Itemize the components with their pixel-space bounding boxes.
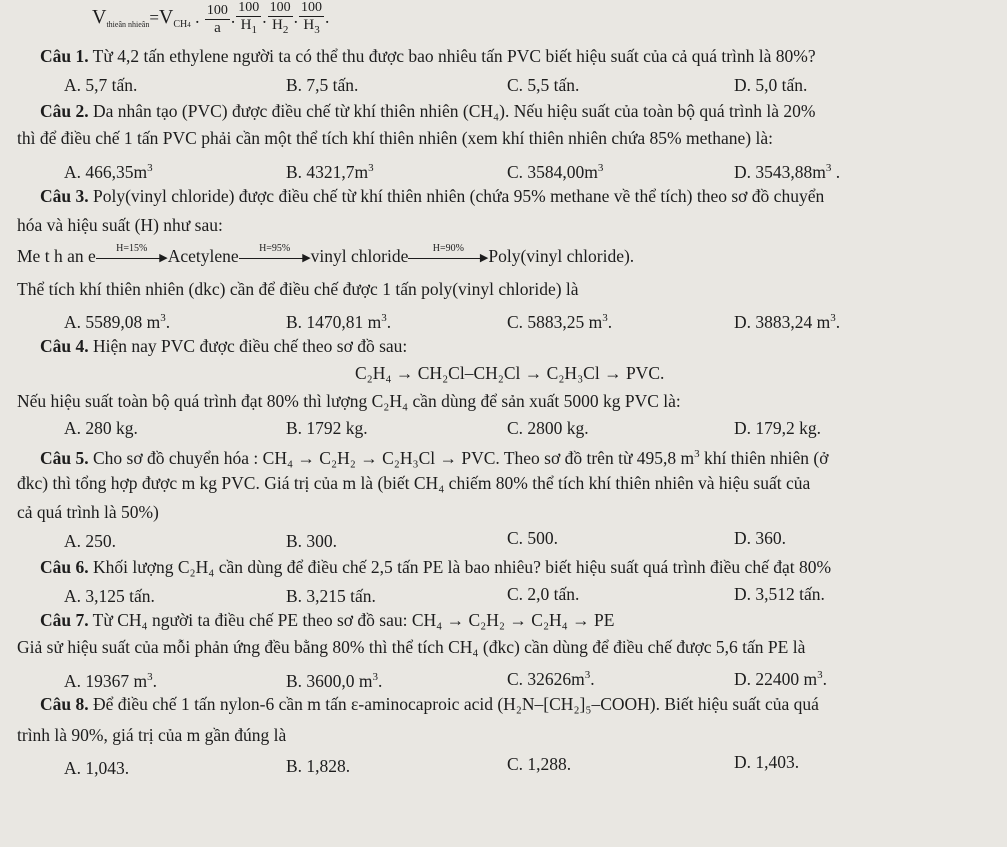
q7-a-exp: 3 (147, 671, 153, 683)
q4-option-c[interactable]: C. 2800 kg. (507, 418, 589, 438)
formula-rhs-sub-wrap (173, 19, 190, 30)
q4-stem-line1 (40, 335, 407, 357)
fraction-h3-den-wrap (299, 17, 324, 38)
q8-option-b[interactable]: B. 1,828. (286, 756, 351, 776)
fraction-h2-num: 100 (269, 0, 291, 15)
fraction-h1-den-wrap (236, 17, 261, 38)
q5-stem-line1 (40, 443, 829, 469)
q3-arrow-3 (408, 245, 488, 267)
q3-option-a[interactable] (64, 307, 170, 333)
arrow-line (408, 258, 482, 259)
q3-a-dot: . (165, 312, 171, 332)
q3-h3: H=90% (432, 243, 464, 254)
q3-c-dot: . (607, 312, 613, 332)
q5-option-c[interactable]: C. 500. (507, 528, 559, 548)
q2-option-b[interactable] (286, 157, 374, 183)
q1-option-b[interactable]: B. 7,5 tấn. (286, 75, 359, 95)
q6-label: Câu 6. (40, 557, 89, 577)
q3-arrow-2 (239, 245, 311, 267)
q2-option-d[interactable] (734, 157, 840, 183)
q2-c-text: C. 3584,00m (507, 162, 598, 182)
q3-h1: H=15% (116, 243, 148, 254)
q2-option-c[interactable] (507, 157, 603, 183)
q1-option-d[interactable]: D. 5,0 tấn. (734, 75, 808, 95)
q7-b-text: B. 3600,0 m (286, 671, 373, 691)
q2-stem-line2: thì để điều chế 1 tấn PVC phải cần một thể tích khí thiên nhiên (xem khí thiên nhiên chứa 85% methane) là: (17, 128, 773, 148)
q6-option-d[interactable]: D. 3,512 tấn. (734, 584, 825, 604)
formula-eq: = (149, 8, 159, 28)
fraction-h1 (236, 0, 261, 38)
q5-stem-line2: đkc) thì tổng hợp được m kg PVC. Giá trị của m là (biết CH₄ chiếm 80% thể tích khí thiên nhiên và hiệu suất của (17, 473, 811, 493)
q7-stem-line1 (40, 609, 614, 631)
q3-option-b[interactable] (286, 307, 391, 333)
q7-c-exp: 3 (584, 669, 591, 681)
q7-c-dot: . (590, 669, 595, 689)
q4-option-a[interactable]: A. 280 kg. (64, 418, 138, 438)
q3-d-dot: . (835, 312, 841, 332)
fraction-h3 (299, 0, 324, 38)
fraction-h1-num: 100 (238, 0, 260, 15)
arrow-line (96, 258, 162, 259)
q3-stem-line2: hóa và hiệu suất (H) như sau: (17, 215, 223, 235)
formula-dot: . (293, 7, 299, 28)
q6-option-b[interactable]: B. 3,215 tấn. (286, 586, 376, 606)
fraction-h3-num: 100 (301, 0, 323, 15)
q3-stem-line1 (40, 185, 824, 207)
q8-option-a[interactable]: A. 1,043. (64, 758, 130, 778)
q3-c-exp: 3 (602, 312, 608, 324)
q3-s2: Acetylene (167, 246, 239, 266)
q3-d-text: D. 3883,24 m (734, 312, 831, 332)
q3-arrow-1 (96, 245, 168, 267)
q4-stem-line3: Nếu hiệu suất toàn bộ quá trình đạt 80% thì lượng C₂H₄ cần dùng để sản xuất 5000 kg PVC là: (17, 391, 681, 411)
q7-option-b[interactable] (286, 666, 382, 692)
q8-stem-line1 (40, 693, 819, 715)
q8-label: Câu 8. (40, 694, 89, 714)
q4-scheme: C₂H₄ → CH₂Cl–CH₂Cl → C₂H₃Cl → PVC. (355, 363, 665, 383)
q3-b-text: B. 1470,81 m (286, 312, 382, 332)
q4-label: Câu 4. (40, 336, 89, 356)
q2-option-a[interactable] (64, 157, 153, 183)
q2-line1: Da nhân tạo (PVC) được điều chế từ khí thiên nhiên (CH₄). Nếu hiệu suất của toàn bộ quá trình là 20% (88, 101, 816, 121)
q7-option-c[interactable] (507, 664, 595, 690)
q5-line1b: khí thiên nhiên (ở (699, 448, 829, 468)
q7-b-dot: . (378, 671, 383, 691)
fraction-h1-den: H (240, 17, 252, 33)
formula-dot: . (230, 7, 236, 28)
q7-c-text: C. 32626m (507, 669, 585, 689)
q7-d-text: D. 22400 m (734, 669, 818, 689)
q2-d-exp: 3 (825, 162, 832, 174)
efficiency-formula (92, 0, 329, 40)
formula-rhs: V (158, 6, 174, 29)
q3-line1: Poly(vinyl chloride) được điều chế từ khí thiên nhiên (chứa 95% methane về thể tích) theo sơ đồ chuyển (88, 186, 825, 206)
q1-label: Câu 1. (40, 46, 89, 66)
fraction-a (205, 3, 230, 36)
q3-stem-line4: Thể tích khí thiên nhiên (dkc) cần để điều chế được 1 tấn poly(vinyl chloride) là (17, 279, 579, 299)
q8-option-c[interactable]: C. 1,288. (507, 754, 572, 774)
q3-h2: H=95% (259, 243, 291, 254)
formula-lhs-sub: thieân nhieân (106, 20, 150, 30)
q3-d-exp: 3 (830, 312, 836, 324)
q2-b-text: B. 4321,7m (286, 162, 369, 182)
fraction-a-den: a (214, 19, 221, 36)
q3-c-text: C. 5883,25 m (507, 312, 603, 332)
q3-scheme (17, 245, 634, 267)
formula-rhs-sub: CH (173, 19, 188, 31)
fraction-h1-den-sub: 1 (251, 24, 257, 36)
q3-option-d[interactable] (734, 307, 840, 333)
q6-option-c[interactable]: C. 2,0 tấn. (507, 584, 580, 604)
formula-lhs: V (92, 6, 107, 29)
q2-d-end: . (831, 162, 841, 182)
q8-option-d[interactable]: D. 1,403. (734, 752, 800, 772)
q7-stem-line2: Giả sử hiệu suất của mỗi phản ứng đều bằng 80% thì thể tích CH₄ (đkc) cần dùng để điều chế được 5,6 tấn PE là (17, 637, 806, 657)
q2-stem-line1 (40, 100, 815, 122)
q7-a-dot: . (152, 671, 157, 691)
q4-option-b[interactable]: B. 1792 kg. (286, 418, 368, 438)
q3-s4: Poly(vinyl chloride). (488, 246, 635, 266)
q5-option-b[interactable]: B. 300. (286, 531, 338, 551)
q4-line1: Hiện nay PVC được điều chế theo sơ đồ sau: (88, 336, 408, 356)
q7-b-exp: 3 (372, 671, 379, 683)
q3-s3: vinyl chloride (310, 246, 409, 266)
q3-s1: Me t h an e (17, 246, 96, 266)
q7-option-a[interactable] (64, 666, 157, 692)
fraction-h3-den: H (303, 17, 315, 33)
fraction-h2 (268, 0, 293, 38)
q3-b-exp: 3 (381, 312, 387, 324)
formula-dot: . (195, 7, 200, 28)
formula-rhs-sub2: 4 (187, 21, 191, 30)
q7-a-text: A. 19367 m (64, 671, 148, 691)
q5-option-d[interactable]: D. 360. (734, 528, 787, 548)
q6-stem (40, 556, 831, 578)
q7-option-d[interactable] (734, 664, 827, 690)
q7-line1: Từ CH₄ người ta điều chế PE theo sơ đồ sau: CH₄ → C₂H₂ → C₂H₄ → PE (88, 610, 615, 630)
q2-d-text: D. 3543,88m (734, 162, 826, 182)
q4-option-d[interactable]: D. 179,2 kg. (734, 418, 822, 438)
q7-d-exp: 3 (817, 669, 823, 681)
formula-dot: . (262, 7, 267, 28)
q8-line1: Để điều chế 1 tấn nylon-6 cần m tấn ε-aminocaproic acid (H₂N–[CH₂]₅–COOH). Biết hiệu suất của quá (88, 694, 819, 714)
arrow-head-icon: ▶ (302, 252, 311, 264)
q2-a-text: A. 466,35m (64, 162, 148, 182)
q7-label: Câu 7. (40, 610, 89, 630)
q2-c-exp: 3 (597, 162, 604, 174)
q2-label: Câu 2. (40, 101, 89, 121)
q3-label: Câu 3. (40, 186, 89, 206)
q3-a-text: A. 5589,08 m (64, 312, 161, 332)
q1-option-c[interactable]: C. 5,5 tấn. (507, 75, 580, 95)
q6-option-a[interactable]: A. 3,125 tấn. (64, 586, 155, 606)
arrow-head-icon: ▶ (159, 252, 168, 264)
q2-b-exp: 3 (368, 162, 374, 174)
fraction-h2-den-sub: 2 (282, 24, 289, 36)
q5-label: Câu 5. (40, 448, 89, 468)
formula-end-dot: . (325, 7, 330, 28)
q1-option-a[interactable]: A. 5,7 tấn. (64, 75, 138, 95)
q2-a-exp: 3 (147, 162, 153, 174)
arrow-line (239, 258, 305, 259)
q6-text: Khối lượng C₂H₄ cần dùng để điều chế 2,5 tấn PE là bao nhiêu? biết hiệu suất quá trình điều chế đạt 80% (88, 557, 832, 577)
q3-b-dot: . (386, 312, 392, 332)
q3-option-c[interactable] (507, 307, 612, 333)
fraction-a-num: 100 (206, 2, 228, 18)
q5-exp: 3 (694, 448, 700, 460)
q5-line1a: Cho sơ đồ chuyển hóa : CH₄ → C₂H₂ → C₂H₃Cl → PVC. Theo sơ đồ trên từ 495,8 m (88, 448, 695, 468)
fraction-h3-den-sub: 3 (314, 24, 320, 36)
q1-text: Từ 4,2 tấn ethylene người ta có thể thu được bao nhiêu tấn PVC biết hiệu suất của cả quá trình là 80%? (88, 46, 816, 66)
q3-a-exp: 3 (160, 312, 166, 324)
fraction-h2-den: H (271, 17, 283, 33)
arrow-head-icon: ▶ (479, 252, 489, 264)
q1-stem (40, 45, 816, 67)
q8-stem-line2: trình là 90%, giá trị của m gần đúng là (17, 725, 287, 745)
q7-d-dot: . (822, 669, 827, 689)
q5-option-a[interactable]: A. 250. (64, 531, 117, 551)
q5-stem-line3: cả quá trình là 50%) (17, 502, 159, 522)
fraction-h2-den-wrap (268, 17, 293, 38)
